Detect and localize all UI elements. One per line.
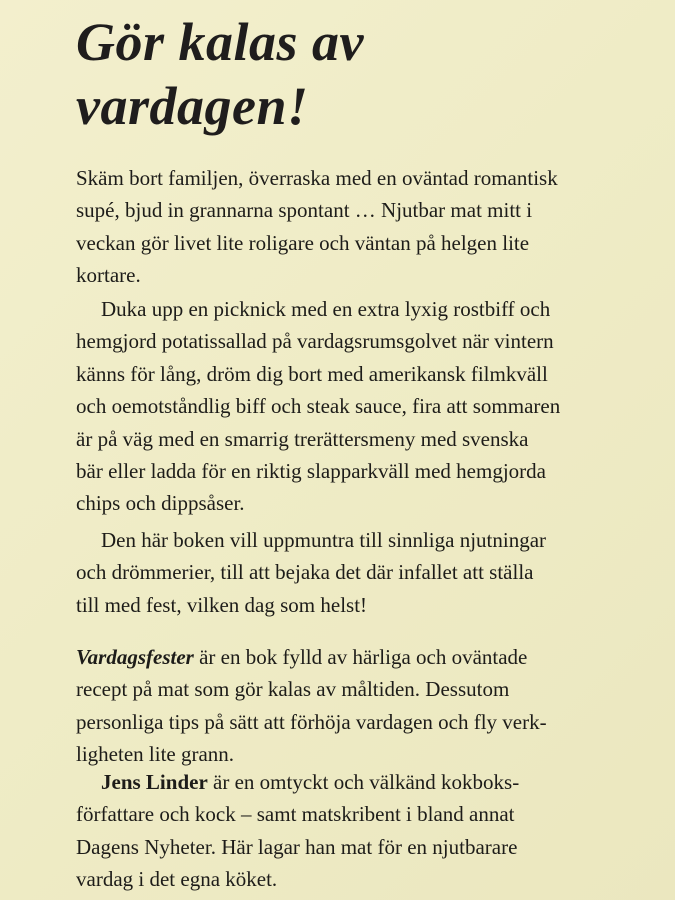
text-line: Dagens Nyheter. Här lagar han mat för en njutbarare — [76, 834, 518, 859]
title-line-1: Gör kalas av — [76, 12, 364, 72]
text-line: vardag i det egna köket. — [76, 867, 278, 892]
text-line: supé, bjud in grannarna spontant … Njutbar mat mitt i — [76, 198, 533, 223]
paragraph-author-bio — [76, 766, 636, 896]
text-line: chips och dippsåser. — [76, 491, 245, 516]
text-line: till med fest, vilken dag som helst! — [76, 592, 368, 617]
text-line: hemgjord potatissallad på vardagsrumsgolvet när vintern — [76, 329, 554, 354]
text-line: är på väg med en smarrig trerättersmeny med svenska — [76, 426, 529, 451]
book-title: Vardagsfester — [76, 645, 194, 669]
text-line: och oemotståndlig biff och steak sauce, fira att sommaren — [76, 394, 561, 419]
page-title — [76, 10, 364, 138]
paragraph-intro — [76, 162, 636, 292]
text-line: veckan gör livet lite roligare och väntan på helgen lite — [76, 230, 530, 255]
text-line: Duka upp en picknick med en extra lyxig rostbiff och — [101, 297, 551, 321]
text-line: Skäm bort familjen, överraska med en oväntad romantisk — [76, 166, 558, 190]
text-fragment: är en bok fylld av härliga och oväntade — [193, 645, 528, 669]
text-line: personliga tips på sätt att förhöja vardagen och fly verk- — [76, 709, 547, 734]
text-line: känns för lång, dröm dig bort med amerikansk filmkväll — [76, 361, 548, 386]
text-fragment: är en omtyckt och välkänd kokboks- — [207, 770, 520, 794]
text-line: Den här boken vill uppmuntra till sinnliga njutningar — [101, 528, 547, 552]
paragraph-examples — [76, 293, 636, 520]
text-line: författare och kock – samt matskribent i bland annat — [76, 802, 515, 827]
text-line: ligheten lite grann. — [76, 742, 235, 767]
text-line — [76, 766, 636, 798]
text-line — [76, 641, 636, 673]
text-line: recept på mat som gör kalas av måltiden. Dessutom — [76, 677, 510, 702]
paragraph-book-description — [76, 641, 636, 771]
text-line: kortare. — [76, 263, 141, 288]
author-name: Jens Linder — [101, 770, 208, 794]
paragraph-encouragement — [76, 524, 636, 621]
text-line: och drömmerier, till att bejaka det där infallet att ställa — [76, 560, 534, 585]
title-line-2: vardagen! — [76, 76, 309, 136]
text-line: bär eller ladda för en riktig slapparkväll med hemgjorda — [76, 459, 546, 484]
